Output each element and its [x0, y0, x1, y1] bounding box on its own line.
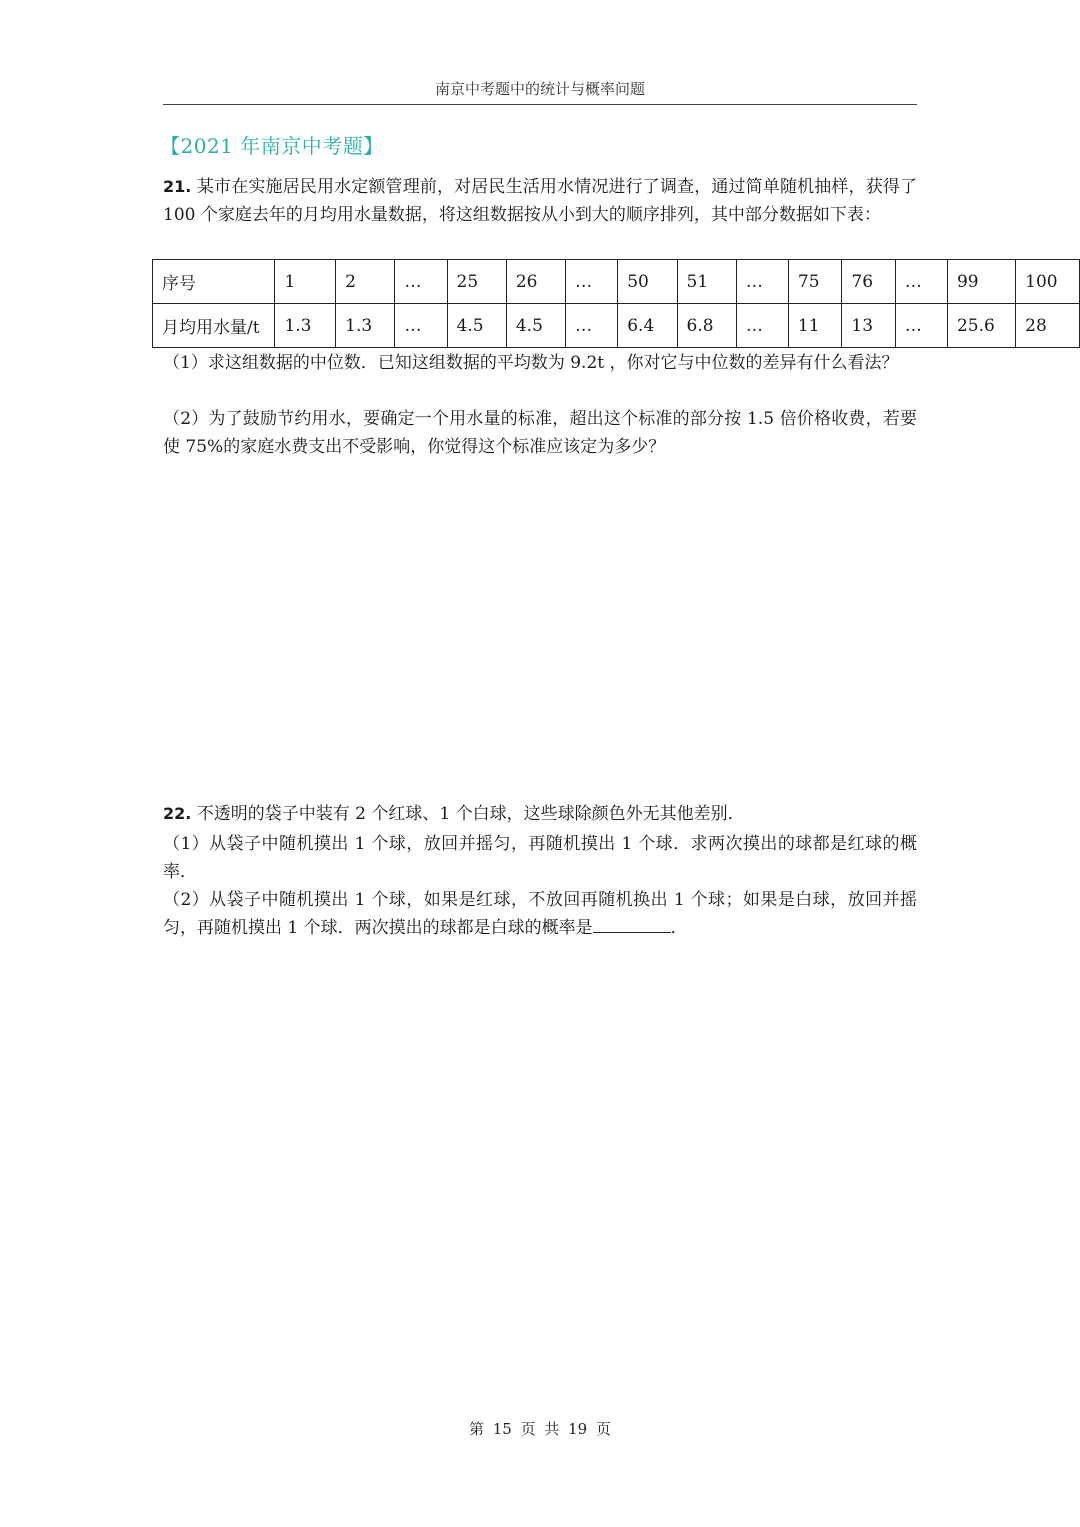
- question-number: 21.: [163, 177, 192, 196]
- table-cell: …: [566, 260, 618, 304]
- table-cell: …: [395, 260, 447, 304]
- table-cell: 99: [947, 260, 1015, 304]
- table-cell: 25: [447, 260, 506, 304]
- section-title: 【2021 年南京中考题】: [160, 134, 384, 158]
- table-cell: 51: [677, 260, 736, 304]
- table-cell: 50: [618, 260, 677, 304]
- question-21-text: 某市在实施居民用水定额管理前，对居民生活用水情况进行了调查，通过简单随机抽样，获得了 100 个家庭去年的月均用水量数据，将这组数据按从小到大的顺序排列，其中部分数据如下表：: [163, 177, 918, 225]
- question-21-part2: （2）为了鼓励节约用水，要确定一个用水量的标准，超出这个标准的部分按 1.5 倍价格收费，若要使 75%的家庭水费支出不受影响，你觉得这个标准应该定为多少？: [163, 409, 917, 457]
- table-row-index: [153, 260, 1080, 304]
- question-22-part2-end: ．: [670, 918, 688, 938]
- table-cell: …: [566, 304, 618, 348]
- table-cell: 28: [1016, 304, 1080, 348]
- table-row-usage: [153, 304, 1080, 348]
- table-cell: 75: [788, 260, 841, 304]
- table-cell: 25.6: [947, 304, 1015, 348]
- table-cell: 4.5: [506, 304, 565, 348]
- question-22-part2-text: （2）从袋子中随机摸出 1 个球，如果是红球，不放回再随机换出 1 个球；如果是白球，放回并摇匀，再随机摸出 1 个球．两次摸出的球都是白球的概率是: [163, 890, 917, 938]
- table-cell: 13: [842, 304, 895, 348]
- question-number: 22.: [163, 804, 192, 823]
- water-usage-table: [152, 259, 1080, 348]
- question-22-part2: [163, 886, 917, 942]
- table-cell: 11: [788, 304, 841, 348]
- table-cell: …: [895, 304, 947, 348]
- table-cell: …: [736, 304, 788, 348]
- page-header: 南京中考题中的统计与概率问题: [163, 78, 917, 105]
- table-cell: 100: [1016, 260, 1080, 304]
- table-cell: 76: [842, 260, 895, 304]
- table-cell: 2: [336, 260, 395, 304]
- row-header-usage: 月均用水量/t: [153, 304, 275, 348]
- answer-blank[interactable]: [593, 915, 671, 933]
- table-cell: …: [895, 260, 947, 304]
- question-21-part1: （1）求这组数据的中位数．已知这组数据的平均数为 9.2t ，你对它与中位数的差异有什么看法？: [163, 353, 899, 373]
- table-cell: …: [736, 260, 788, 304]
- table-cell: …: [395, 304, 447, 348]
- page-footer: 第 15 页 共 19 页: [468, 1420, 611, 1438]
- table-cell: 4.5: [447, 304, 506, 348]
- table-cell: 1.3: [275, 304, 336, 348]
- table-cell: 6.4: [618, 304, 677, 348]
- table-cell: 1: [275, 260, 336, 304]
- question-22-stem: [163, 800, 917, 828]
- row-header-index: 序号: [153, 260, 275, 304]
- table-cell: 1.3: [336, 304, 395, 348]
- question-22-text: 不透明的袋子中装有 2 个红球、1 个白球，这些球除颜色外无其他差别．: [196, 804, 745, 824]
- table-cell: 6.8: [677, 304, 736, 348]
- table-cell: 26: [506, 260, 565, 304]
- question-21-stem: [163, 173, 917, 229]
- question-22-part1: （1）从袋子中随机摸出 1 个球，放回并摇匀，再随机摸出 1 个球．求两次摸出的球都是红球的概率．: [163, 834, 917, 882]
